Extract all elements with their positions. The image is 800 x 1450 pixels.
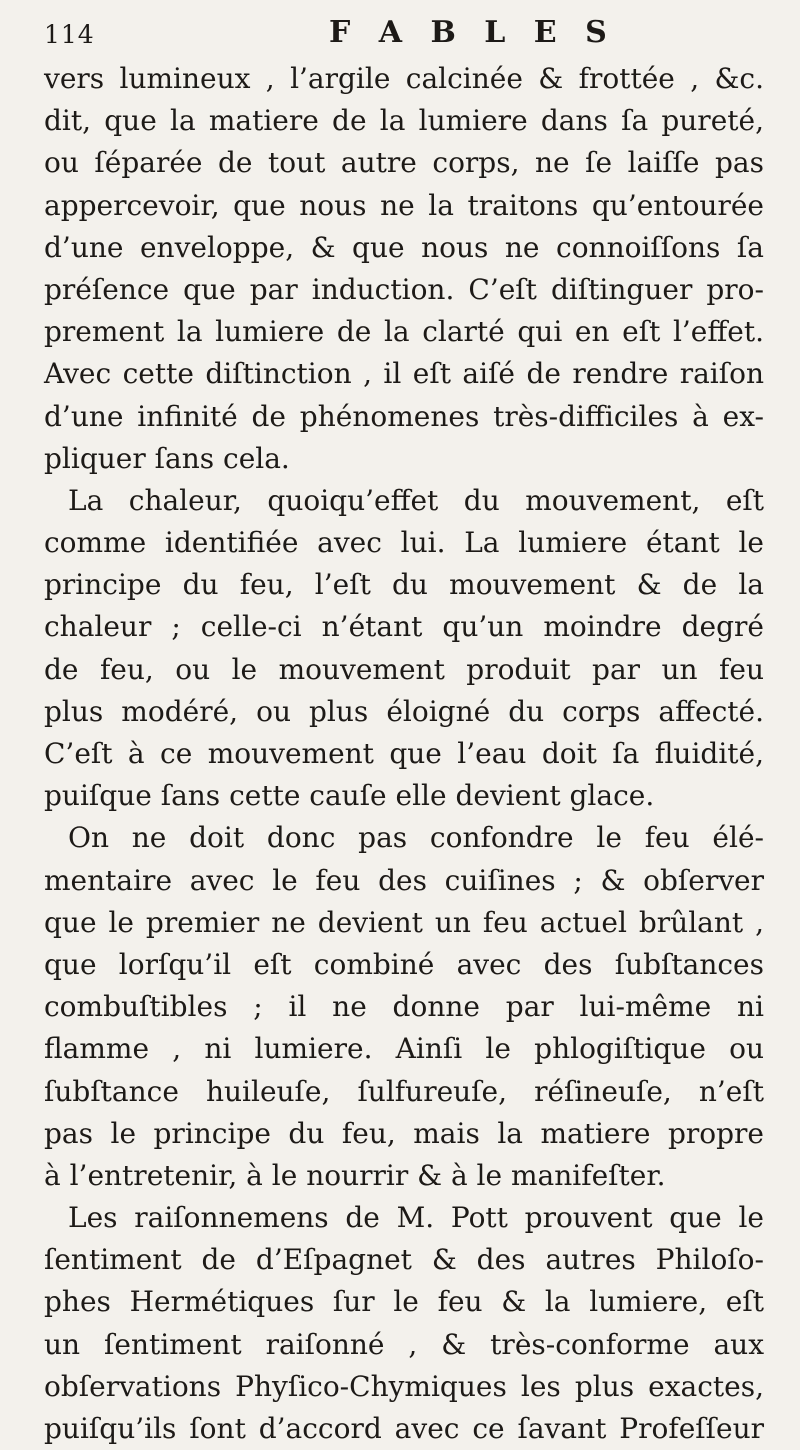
text-line: à l’entretenir, à le nourrir & à le manifeſter. [44,1158,666,1192]
text-line: chaleur ; celle-ci n’étant qu’un moindre degré [44,610,764,644]
text-line: prement la lumiere de la clarté qui en eſt l’effet. [44,315,764,349]
text-line: de feu, ou le mouvement produit par un feu [44,652,764,686]
text-line: un ſentiment raiſonné , & très-conforme aux [44,1327,764,1361]
text-line: comme identifiée avec lui. La lumiere étant le [44,526,764,560]
text-line: vers lumineux , l’argile calcinée & frottée , &c. [44,62,764,95]
paragraph-first-line: La chaleur, quoiqu’effet du mouvement, eſt [68,483,764,517]
text-line: obſervations Phyſico-Chymiques les plus exactes, [44,1369,764,1403]
text-line: pas le principe du feu, mais la matiere propre [44,1116,764,1150]
text-line: C’eſt à ce mouvement que l’eau doit ſa fluidité, [44,737,764,770]
text-line: ou ſéparée de tout autre corps, ne ſe laiſſe pas [44,146,764,180]
text-line: plus modéré, ou plus éloigné du corps affecté. [44,694,764,728]
text-line: ſubſtance huileuſe, ſulfureuſe, réſineuſe, n’eſt [44,1074,764,1108]
text-line: Avec cette diſtinction , il eſt aiſé de rendre raiſon [44,357,764,391]
text-line: d’une enveloppe, & que nous ne connoiſſons ſa [44,230,764,264]
text-line: phes Hermétiques ſur le feu & la lumiere, eſt [44,1285,764,1319]
text-line: mentaire avec le feu des cuiſines ; & obſerver [44,863,764,897]
paragraph-first-line: Les raiſonnemens de M. Pott prouvent que le [68,1201,764,1235]
text-line: dit, que la matiere de la lumiere dans ſa pureté, [44,104,764,138]
body-text [44,58,764,1450]
text-line: que lorſqu’il eſt combiné avec des ſubſtances [44,947,764,981]
text-line: d’une infinité de phénomenes très-difficiles à ex- [44,399,764,433]
text-line: principe du feu, l’eſt du mouvement & de la [44,568,764,602]
text-line: pliquer ſans cela. [44,441,290,475]
text-line: puiſque ſans cette cauſe elle devient glace. [44,779,655,813]
text-line: ſentiment de d’Eſpagnet & des autres Philoſo- [44,1243,764,1277]
text-line: puiſqu’ils ſont d’accord avec ce ſavant Profeſſeur [44,1412,764,1445]
paragraph-first-line: On ne doit donc pas confondre le feu élé- [68,821,764,855]
running-title: F A B L E S [329,15,616,50]
text-line: appercevoir, que nous ne la traitons qu’entourée [44,188,764,222]
page-number: 114 [44,20,95,49]
text-line: préſence que par induction. C’eſt diſtinguer pro- [44,272,764,306]
text-line: que le premier ne devient un feu actuel brûlant , [44,905,764,939]
running-head [44,14,764,52]
text-line: flamme , ni lumiere. Ainſi le phlogiſtique ou [44,1032,764,1066]
text-line: combuſtibles ; il ne donne par lui-même ni [44,990,764,1024]
